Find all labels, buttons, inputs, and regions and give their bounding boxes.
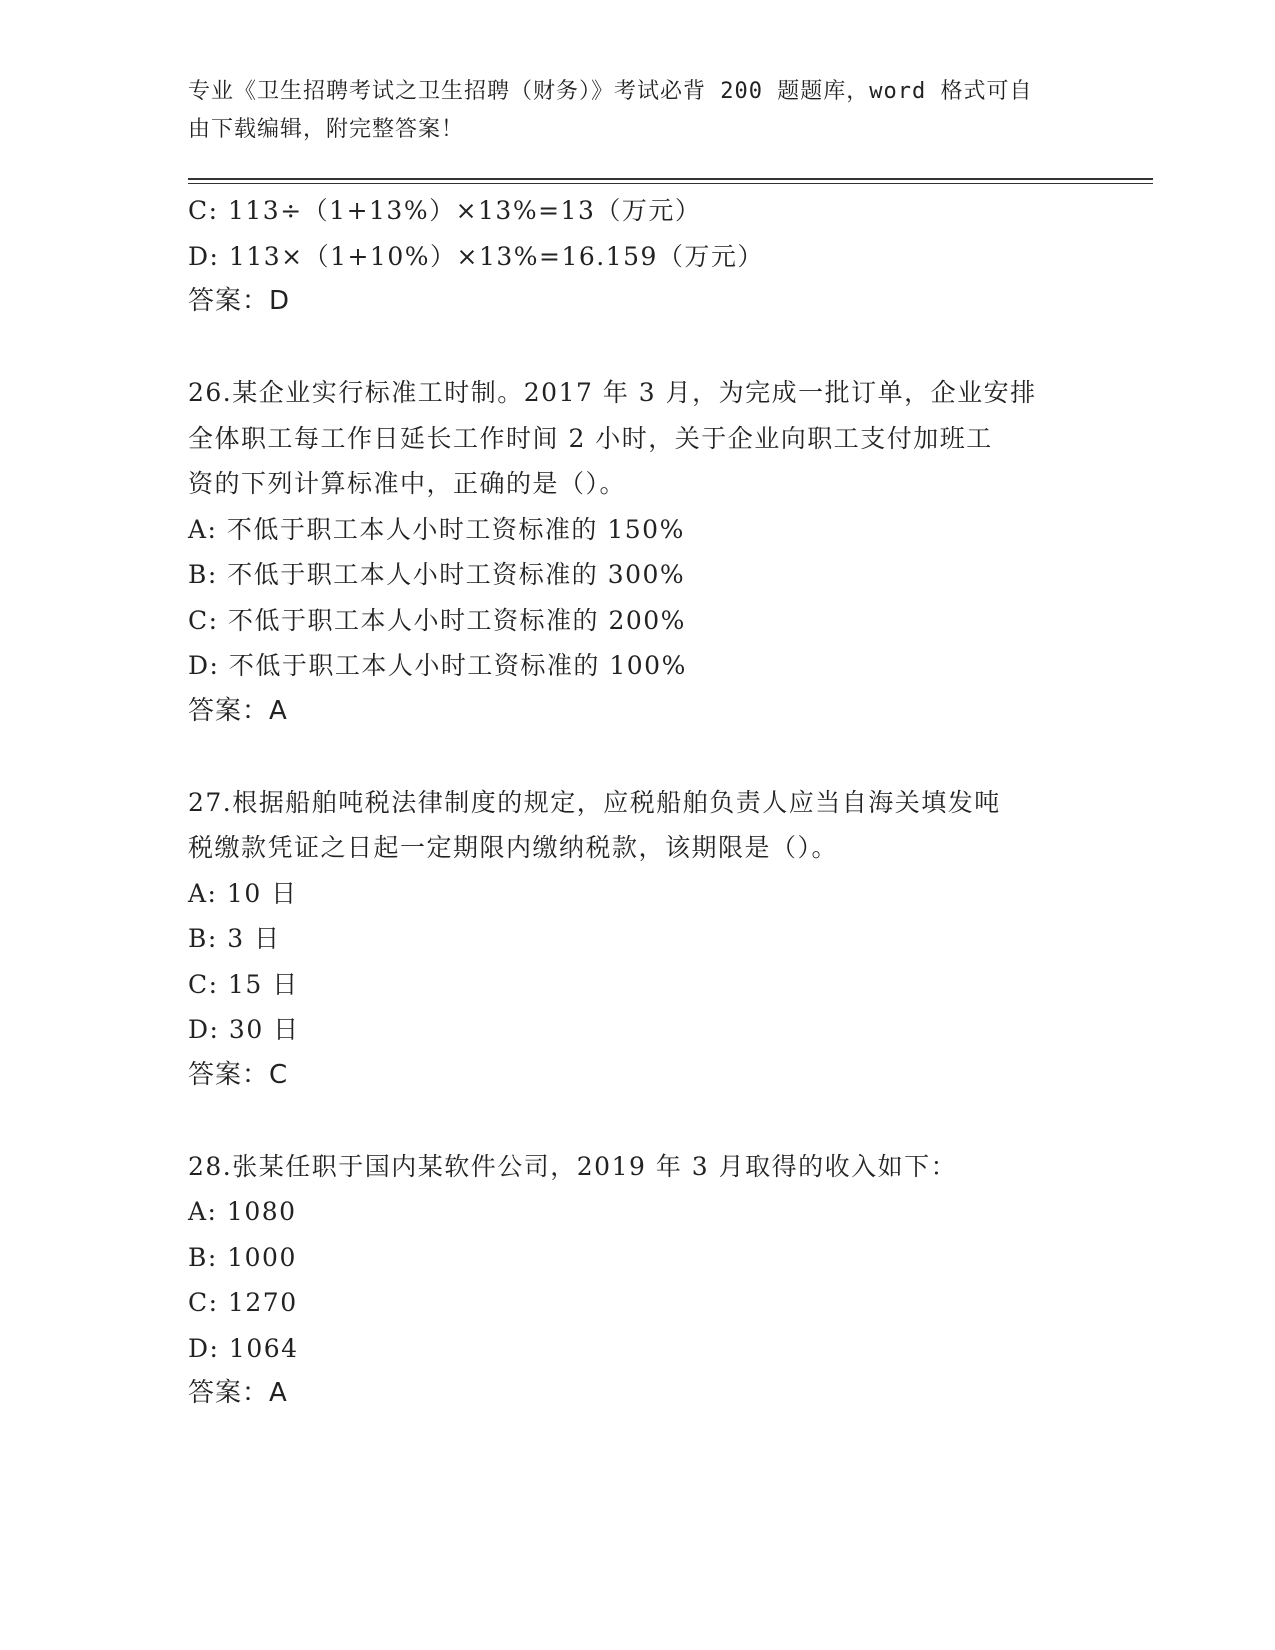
question-28: [188, 1144, 1088, 1417]
option-d: D: 不低于职工本人小时工资标准的 100%: [188, 651, 687, 680]
option-a: A: 不低于职工本人小时工资标准的 150%: [188, 514, 685, 544]
option-d: D: 30 日: [188, 1015, 300, 1044]
spacer: [188, 734, 1088, 780]
spacer: [188, 1098, 1088, 1144]
option-b: B: 1000: [188, 1242, 297, 1272]
option-b: B: 不低于职工本人小时工资标准的 300%: [188, 560, 686, 589]
header-divider-thin: [188, 183, 1153, 184]
question-stem-line: 27.根据船舶吨税法律制度的规定，应税船舶负责人应当自海关填发吨: [188, 787, 1001, 817]
answer-line: 答案：A: [188, 1378, 288, 1408]
question-stem-line: 28.张某任职于国内某软件公司，2019 年 3 月取得的收入如下：: [188, 1151, 958, 1181]
option-c: C: 15 日: [188, 969, 299, 999]
header-divider-thick: [188, 178, 1153, 180]
option-c: C: 不低于职工本人小时工资标准的 200%: [188, 605, 686, 635]
header-line-1: 专业《卫生招聘考试之卫生招聘（财务）》考试必背 200 题题库，word 格式可自: [188, 79, 1033, 104]
header-line-2: 由下载编辑，附完整答案！: [188, 117, 465, 142]
option-b: B: 3 日: [188, 924, 281, 953]
option-d: D: 1064: [188, 1333, 299, 1363]
spacer: [188, 325, 1088, 371]
answer-line: 答案：D: [188, 286, 291, 316]
question-26: [188, 370, 1088, 734]
question-27: [188, 780, 1088, 1099]
option-c: C: 113÷（1+13%）×13%=13（万元）: [188, 196, 702, 225]
question-stem-line: 税缴款凭证之日起一定期限内缴纳税款，该期限是（）。: [188, 833, 839, 862]
option-c: C: 1270: [188, 1288, 298, 1317]
question-stem-line: 全体职工每工作日延长工作时间 2 小时，关于企业向职工支付加班工: [188, 423, 993, 453]
option-a: A: 1080: [188, 1197, 297, 1226]
answer-line: 答案：A: [188, 695, 288, 726]
prev-question: [188, 188, 1088, 325]
option-d: D: 113×（1+10%）×13%=16.159（万元）: [188, 241, 764, 271]
question-stem-line: 资的下列计算标准中，正确的是（）。: [188, 469, 627, 498]
answer-line: 答案：C: [188, 1059, 289, 1090]
option-a: A: 10 日: [188, 878, 298, 908]
question-stem-line: 26.某企业实行标准工时制。2017 年 3 月，为完成一批订单，企业安排: [188, 378, 1037, 407]
document-header: [188, 73, 1068, 149]
document-body: [188, 188, 1088, 1417]
